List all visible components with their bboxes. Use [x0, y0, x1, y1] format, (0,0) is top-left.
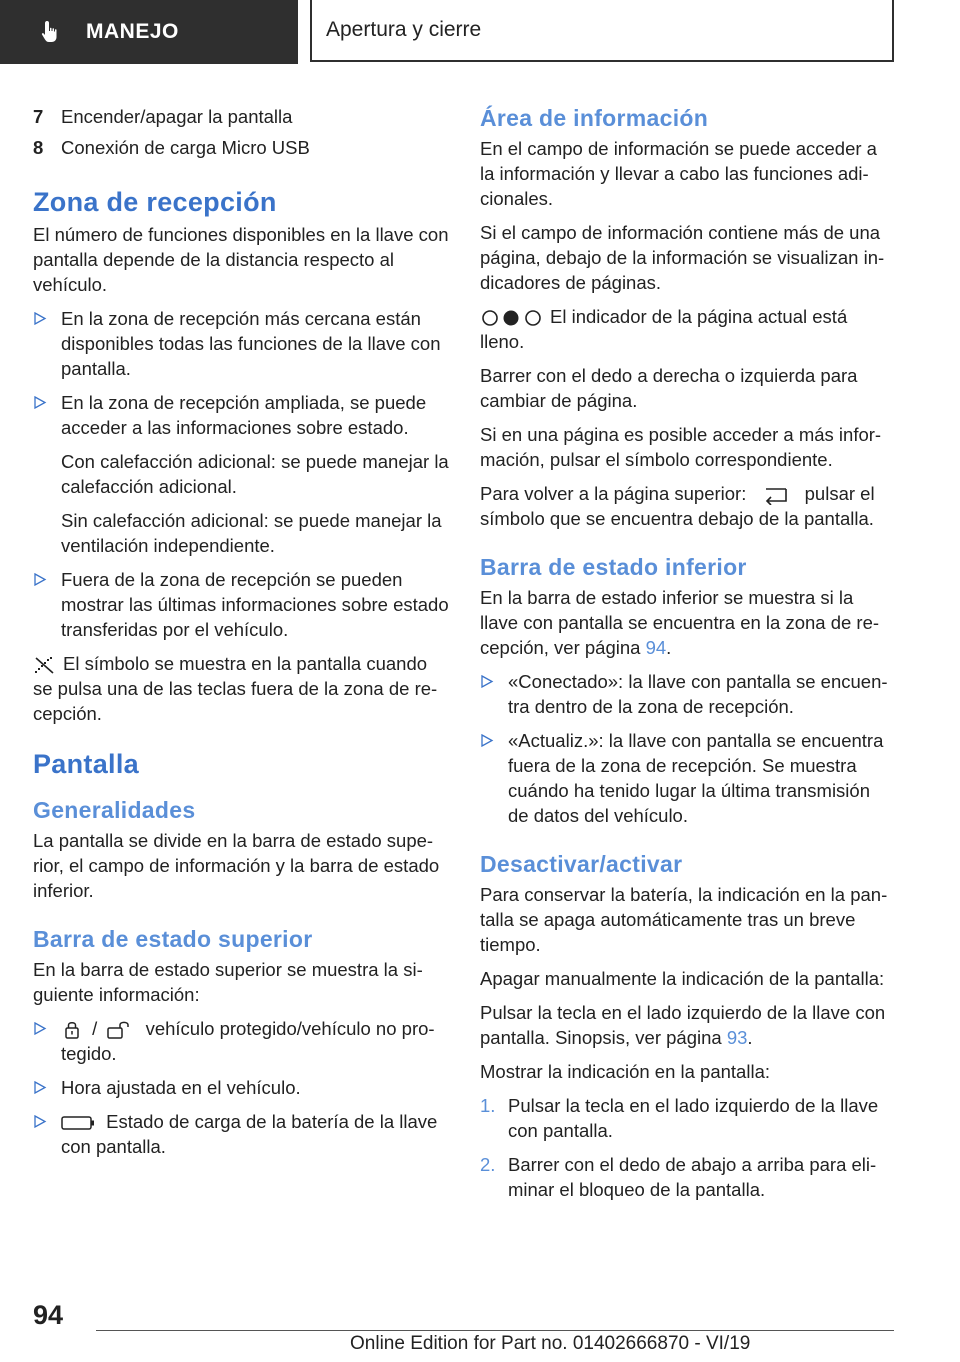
hand-touch-icon [38, 18, 66, 46]
triangle-bullet-icon [33, 1115, 47, 1128]
area-p4: Barrer con el dedo a derecha o izquierda para cambiar de página. [480, 365, 858, 411]
area-p2: Si el campo de información contiene más de una página, debajo de la información se visualizan indicadores de páginas. [480, 222, 885, 293]
list-item: Estado de carga de la batería de la llave con pantalla. [33, 1109, 450, 1159]
barra-inferior-text: En la barra de estado inferior se muestra si la llave con pantalla se encuentra en la zona de recepción, ver página 94. [480, 587, 880, 658]
heading-barra-inferior: Barra de estado inferior [480, 554, 747, 580]
chapter-title: MANEJO [86, 20, 179, 43]
area-p1: En el campo de información se puede acceder a la información y llevar a cabo las funciones adicionales. [480, 138, 877, 209]
step-number: 2. [480, 1154, 496, 1175]
bullet-subtext: Sin calefacción adicional: se puede manejar la ventilación independiente. [61, 510, 442, 556]
page-link[interactable]: 94 [645, 637, 667, 658]
desact-p2: Apagar manualmente la indicación de la pantalla: [480, 968, 885, 989]
list-item: 1. Pulsar la tecla en el lado izquierdo de la llave con pantalla. [480, 1095, 879, 1141]
triangle-bullet-icon [33, 1081, 47, 1094]
triangle-bullet-icon [33, 573, 47, 586]
page-indicator-icon [480, 308, 544, 328]
item-number: 7 [33, 106, 44, 127]
heading-zona-recepcion: Zona de recepción [33, 187, 277, 217]
triangle-bullet-icon [33, 312, 47, 325]
list-item [33, 104, 450, 129]
area-p5: Si en una página es posible acceder a más información, pulsar el símbolo correspondiente. [480, 424, 882, 470]
desact-p1: Para conservar la batería, la indicación en la pantalla se apaga automáticamente tras un breve tiempo. [480, 884, 888, 955]
triangle-bullet-icon [33, 396, 47, 409]
back-arrow-icon [758, 485, 794, 505]
page-number: 94 [33, 1300, 64, 1330]
item-text: Conexión de carga Micro USB [61, 137, 310, 158]
list-item: En la zona de recepción más cercana están disponibles todas las funciones de la llave con pantalla. [33, 306, 450, 381]
no-signal-icon [33, 656, 59, 674]
generalidades-text: La pantalla se divide en la barra de estado superior, el campo de información y la barra de estado inferior. [33, 830, 440, 901]
bullet-subtext: Con calefacción adicional: se puede manejar la calefacción adicional. [61, 451, 449, 497]
heading-desactivar-activar: Desactivar/activar [480, 851, 683, 877]
list-item: Hora ajustada en el vehículo. [33, 1075, 450, 1100]
heading-barra-superior: Barra de estado superior [33, 926, 313, 952]
barra-superior-text: En la barra de estado superior se muestra la siguiente información: [33, 959, 423, 1005]
list-item: Fuera de la zona de recepción se pueden mostrar las últimas informaciones sobre estado transferidas por el vehículo. [33, 567, 450, 642]
list-item: / vehículo protegido/vehículo no protegido. [33, 1016, 450, 1066]
desact-p4: Mostrar la indicación en la pantalla: [480, 1061, 770, 1082]
section-title: Apertura y cierre [326, 18, 482, 41]
lock-open-icon [106, 1019, 136, 1041]
page-link[interactable]: 93 [726, 1027, 748, 1048]
steps-list [480, 1093, 894, 1202]
chapter-tab [0, 0, 298, 64]
barra-superior-bullets [33, 1016, 450, 1159]
zona-intro: El número de funciones disponibles en la llave con pantalla depende de la distancia respecto al vehículo. [33, 224, 449, 295]
list-item: 2. Barrer con el dedo de abajo a arriba para eliminar el bloqueo de la pantalla. [480, 1154, 877, 1200]
heading-generalidades: Generalidades [33, 797, 196, 823]
section-header [310, 0, 894, 62]
heading-area-informacion: Área de información [480, 105, 709, 131]
zona-bullets [33, 306, 450, 642]
desact-p3: Pulsar la tecla en el lado izquierdo de la llave con pantalla. Sinopsis, ver página 93. [480, 1002, 886, 1048]
list-item: En la zona de recepción ampliada, se puede acceder a las informaciones sobre estado. Con calefacción adicional: se puede manejar la calefacción adicional. Sin calefacción adicional: se puede manejar la ventilación independiente. [33, 390, 450, 558]
area-p3: El indicador de la página actual está lleno. [480, 306, 848, 352]
footer-divider [96, 1330, 894, 1331]
step-number: 1. [480, 1095, 496, 1116]
item-text: Encender/apagar la pantalla [61, 106, 293, 127]
triangle-bullet-icon [480, 675, 494, 688]
footer-edition: Online Edition for Part no. 01402666870 - VI/19 [350, 1333, 751, 1354]
lock-closed-icon [61, 1019, 83, 1041]
item-number: 8 [33, 137, 44, 158]
list-item [33, 135, 450, 160]
symbol-note: El símbolo se muestra en la pantalla cuando se pulsa una de las teclas fuera de la zona de recepción. [33, 653, 438, 724]
heading-pantalla: Pantalla [33, 749, 139, 779]
left-column [33, 104, 450, 1168]
triangle-bullet-icon [480, 734, 494, 747]
list-item: «Actualiz.»: la llave con pantalla se encuentra fuera de la zona de recepción. Se muestra cuándo ha tenido lugar la última transmisión de datos del vehículo. [480, 728, 894, 828]
barra-inferior-bullets [480, 669, 894, 828]
list-item: «Conectado»: la llave con pantalla se encuentra dentro de la zona de recepción. [480, 669, 894, 719]
right-column [480, 104, 894, 1211]
battery-icon [61, 1115, 95, 1131]
separator-text: / [92, 1018, 98, 1039]
area-p6: Para volver a la página superior: pulsar el símbolo que se encuentra debajo de la pantalla. [480, 483, 875, 529]
triangle-bullet-icon [33, 1022, 47, 1035]
